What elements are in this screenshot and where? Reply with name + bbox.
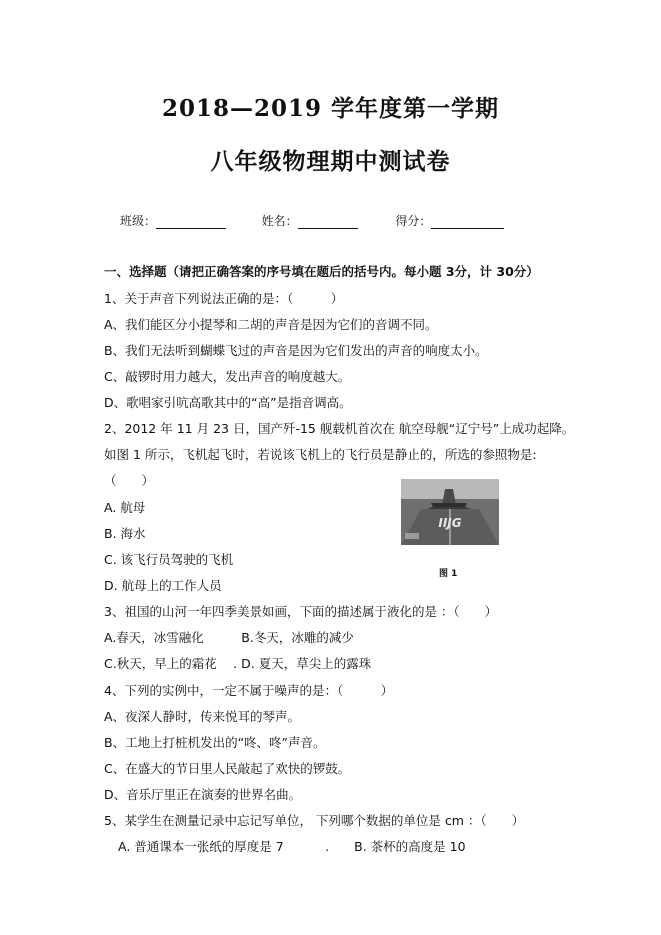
q1-option-c: C、敲锣时用力越大，发出声音的响度越大。 [104, 369, 351, 384]
name-label: 姓名： [261, 214, 298, 228]
q2-stem-line2: 如图 1 所示，飞机起飞时，若说该飞机上的飞行员是静止的，所选的参照物是: [104, 447, 537, 462]
q2-option-b: B. 海水 [104, 526, 146, 541]
deck-number-text: IIJG [438, 516, 462, 530]
q3-options-ab: A.春天，冰雪融化 B.冬天，冰雕的减少 [104, 630, 354, 645]
section-heading: 一、选择题（请把正确答案的序号填在题后的括号内。每小题 3分，计 30分） [104, 264, 539, 279]
class-label: 班级： [120, 214, 157, 228]
q1-option-a: A、我们能区分小提琴和二胡的声音是因为它们的音调不同。 [104, 317, 438, 332]
q1-stem: 1、关于声音下列说法正确的是：（ ） [104, 291, 344, 306]
q4-stem: 4、下列的实例中，一定不属于噪声的是：（ ） [104, 683, 394, 698]
carrier-deck-image [401, 479, 499, 545]
q4-option-d: D、音乐厅里正在演奏的世界名曲。 [104, 787, 302, 802]
q2-stem-line1: 2、2012 年 11 月 23 日，国产歼-15 舰载机首次在 航空母舰“辽宁号”上成功起降。 [104, 421, 575, 436]
student-info-row [120, 212, 504, 229]
q4-option-c: C、在盛大的节日里人民敲起了欢快的锣鼓。 [104, 761, 351, 776]
figure-caption: 图 1 [439, 569, 458, 579]
q2-option-d: D. 航母上的工作人员 [104, 578, 222, 593]
name-blank [298, 216, 358, 229]
class-blank [156, 216, 226, 229]
q4-option-b: B、工地上打桩机发出的“咚、咚”声音。 [104, 735, 326, 750]
q5-stem: 5、某学生在测量记录中忘记写单位， 下列哪个数据的单位是 cm ：（ ） [104, 813, 525, 828]
q5-options-ab: A. 普通课本一张纸的厚度是 7 . B. 茶杯的高度是 10 [118, 839, 466, 854]
q2-option-a: A. 航母 [104, 500, 146, 515]
q4-option-a: A、夜深人静时，传来悦耳的琴声。 [104, 709, 301, 724]
q1-option-d: D、歌唱家引吭高歌其中的“高”是指音调高。 [104, 395, 352, 410]
score-label: 得分： [395, 214, 432, 228]
q3-stem: 3、祖国的山河一年四季美景如画，下面的描述属于液化的是 ：（ ） [104, 604, 498, 619]
exam-title-subject: 八年级物理期中测试卷 [210, 148, 451, 175]
score-blank [431, 216, 504, 229]
q2-answer-paren: （ ） [104, 473, 155, 488]
q1-option-b: B、我们无法听到蝴蝶飞过的声音是因为它们发出的声音的响度太小。 [104, 343, 488, 358]
carrier-jet-photo [401, 479, 499, 545]
q2-option-c: C. 该飞行员驾驶的飞机 [104, 552, 234, 567]
exam-title-year: 2018—2019 学年度第一学期 [161, 95, 500, 122]
q3-options-cd: C.秋天，早上的霜花 . D. 夏天，草尖上的露珠 [104, 656, 372, 671]
